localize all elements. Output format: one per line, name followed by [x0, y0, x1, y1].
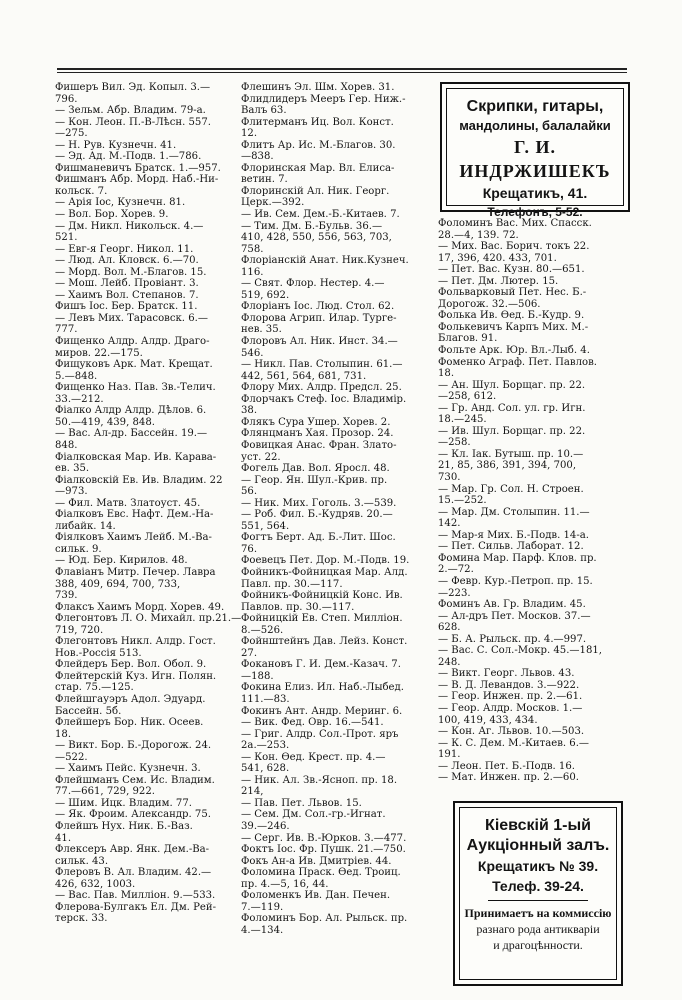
directory-entry-line: Флякъ Сура Ушер. Хорев. 2.: [241, 416, 391, 428]
directory-entry-line: — Геор. Ян. Шул.-Крив. пр.: [241, 474, 388, 486]
directory-entry-line: Фомина Мар. Парф. Клов. пр.: [438, 552, 597, 564]
directory-entry-line: 388, 409, 694, 700, 733,: [55, 578, 181, 590]
directory-entry-line: — Морд. Вол. М.-Благов. 15.: [55, 266, 207, 278]
directory-entry-line: Валъ 63.: [241, 105, 287, 117]
directory-entry-line: — Б. А. Рыльск. пр. 4.—997.: [438, 633, 587, 645]
directory-entry-line: Флегонтовъ Л. О. Михайл. пр.21.—: [55, 613, 242, 625]
top-rule-thin: [57, 72, 627, 73]
directory-entry-line: — Эд. Ад. М.-Подв. 1.—786.: [55, 151, 202, 163]
directory-entry-line: Фойницкій Ев. Степ. Милліон.: [241, 613, 403, 625]
directory-entry-line: 17, 396, 420. 433, 701.: [438, 252, 557, 264]
directory-entry-line: 18.: [55, 728, 72, 740]
directory-entry-line: Флоровъ Ал. Ник. Инст. 34.—: [241, 336, 398, 348]
directory-entry-line: 28.—4, 139. 72.: [438, 229, 519, 241]
directory-entry-line: 33.—212.: [55, 393, 104, 405]
directory-entry-line: — Евг-я Георг. Никол. 11.: [55, 243, 194, 255]
directory-entry-line: 719, 720.: [55, 624, 104, 636]
directory-entry-line: — Мош. Лейб. Провіант. 3.: [55, 278, 199, 290]
directory-entry-line: Флаксъ Хаимъ Морд. Хорев. 49.: [55, 601, 225, 613]
directory-entry-line: 27.: [241, 647, 258, 659]
top-rule: [57, 68, 627, 70]
directory-entry-line: Флорчакъ Стеф. Іос. Владимір.: [241, 393, 407, 405]
directory-entry-line: 41.: [55, 832, 72, 844]
directory-entry-line: — Григ. Алдр. Сол.-Прот. яръ: [241, 728, 399, 740]
directory-entry-line: пр. 4.—5, 16, 44.: [241, 878, 329, 890]
directory-entry-line: — Мар. Гр. Сол. Н. Строен.: [438, 483, 584, 495]
directory-entry-line: —188.: [241, 670, 274, 682]
directory-entry-line: — Юд. Бер. Кирилов. 48.: [55, 555, 188, 567]
directory-entry-line: — Мар-я Мих. Б.-Подв. 14-а.: [438, 529, 589, 541]
ad-auction-address: Крещатикъ № 39.: [477, 858, 599, 874]
directory-entry-line: — Пав. Пет. Львов. 15.: [241, 797, 362, 809]
directory-entry-line: Бассейн. 5б.: [55, 705, 122, 717]
directory-entry-line: 796.: [55, 93, 78, 105]
directory-entry-line: 12.: [241, 128, 258, 140]
directory-entry-line: Флегонтовъ Никл. Алдр. Гост.: [55, 636, 216, 648]
directory-entry-line: Флору Мих. Алдр. Предсл. 25.: [241, 382, 402, 394]
directory-entry-line: 111.—83.: [241, 693, 290, 705]
directory-entry-line: Фоломинъ Бор. Ал. Рыльск. пр.: [241, 913, 408, 925]
directory-entry-line: 628.: [438, 622, 461, 634]
directory-entry-line: Фіалковскій Ев. Ив. Владим. 22: [55, 474, 223, 486]
ad-violins-merchant: Г. И. ИНДРЖИШЕКЪ: [459, 137, 611, 181]
directory-entry-line: Фоломина Праск. Ѳед. Троиц.: [241, 867, 401, 879]
directory-entry-line: — Никл. Пав. Столыпин. 61.—: [241, 359, 403, 371]
ad-auction-phone: Телеф. 39-24.: [492, 878, 584, 894]
directory-entry-line: — Ан. Шул. Борщаг. пр. 22.: [438, 379, 586, 391]
directory-entry-line: Фишеръ Вил. Эд. Копыл. 3.—: [55, 82, 211, 93]
advertisement-auction: [453, 801, 623, 986]
directory-entry-line: 551, 564.: [241, 520, 290, 532]
directory-entry-line: Флоринскій Ал. Ник. Георг.: [241, 185, 390, 197]
directory-column-3-list: [438, 218, 602, 784]
directory-entry-line: миров. 22.—175.: [55, 347, 143, 359]
directory-entry-line: Павлов. пр. 30.—117.: [241, 601, 355, 613]
directory-entry-line: 18.: [438, 368, 455, 380]
directory-entry-line: —223.: [438, 587, 471, 599]
directory-entry-line: Фіялковъ Хаимъ Лейб. М.-Ва-: [55, 532, 212, 544]
directory-entry-line: — Роб. Фил. Б.-Кудряв. 20.—: [241, 509, 393, 521]
directory-entry-line: — Викт. Бор. Б.-Дорогож. 24.: [55, 740, 212, 752]
directory-entry-line: — Хаимъ Пейс. Кузнечн. 3.: [55, 763, 201, 775]
directory-entry-line: 21, 85, 386, 391, 394, 700,: [438, 460, 577, 472]
directory-entry-line: Фіалковъ Евс. Нафт. Дем.-На-: [55, 509, 214, 521]
directory-entry-line: 546.: [241, 347, 264, 359]
directory-entry-line: — Арія Іос, Кузнечн. 81.: [55, 197, 186, 209]
directory-entry-line: 214,: [241, 786, 264, 798]
directory-entry-line: 521.: [55, 232, 78, 244]
directory-entry-line: Фокинъ Ант. Андр. Меринг. 6.: [241, 705, 403, 717]
directory-entry-line: — Н. Рув. Кузнечн. 41.: [55, 139, 177, 151]
directory-entry-line: —258, 612.: [438, 391, 497, 403]
directory-entry-line: — Дм. Никл. Никольск. 4.—: [55, 220, 204, 232]
directory-entry-line: — Пет. Вас. Кузн. 80.—651.: [438, 264, 585, 276]
directory-entry-line: Флоріанъ Іос. Люд. Стол. 62.: [241, 301, 395, 313]
advertisement-auction-frame: [459, 807, 617, 980]
directory-entry-line: 116.: [241, 266, 264, 278]
directory-entry-line: Флоринская Мар. Вл. Елиса-: [241, 162, 395, 174]
directory-entry-line: —275.: [55, 128, 88, 140]
directory-entry-line: 541, 628.: [241, 763, 290, 775]
directory-entry-line: 4.—134.: [241, 924, 284, 936]
directory-entry-line: — Геор. Алдр. Москов. 1.—: [438, 702, 583, 714]
directory-entry-line: ветин. 7.: [241, 174, 288, 186]
directory-entry-line: 50.—419, 439, 848.: [55, 416, 155, 428]
directory-entry-line: Фоевецъ Пет. Дор. М.-Подв. 19.: [241, 555, 410, 567]
directory-entry-line: 2а.—253.: [241, 740, 290, 752]
directory-entry-line: Фокановъ Г. И. Дем.-Казач. 7.: [241, 659, 401, 671]
directory-entry-line: Фовицкая Анас. Фран. Злато-: [241, 439, 397, 451]
directory-entry-line: — Мат. Инжен. пр. 2.—60.: [438, 772, 579, 784]
ad-auction-line5: Принимаетъ на коммиссію: [464, 906, 612, 920]
directory-column-2: [241, 82, 431, 936]
directory-entry-line: — Ал-дръ Пет. Москов. 37.—: [438, 610, 591, 622]
ad-violins-phone: Телефонъ, 5-52.: [487, 205, 583, 219]
directory-entry-line: Флешинъ Эл. Шм. Хорев. 31.: [241, 82, 395, 93]
directory-entry-line: Флейшманъ Сем. Ис. Владим.: [55, 774, 215, 786]
directory-entry-line: Фоломенкъ Ив. Дан. Печен.: [241, 890, 391, 902]
directory-entry-line: 2.—72.: [438, 564, 474, 576]
directory-entry-line: — Мар. Дм. Столыпин. 11.—: [438, 506, 590, 518]
directory-entry-line: Фоломинъ Вас. Мих. Спасск.: [438, 218, 592, 229]
directory-entry-line: Фогель Дав. Вол. Яросл. 48.: [241, 463, 390, 475]
directory-entry-line: Фогтъ Берт. Ад. Б.-Лит. Шос.: [241, 532, 396, 544]
directory-entry-line: Фойникъ-Фойницкій Конс. Ив.: [241, 590, 403, 602]
directory-entry-line: Фишманъ Абр. Морд. Наб.-Ни-: [55, 174, 219, 186]
directory-entry-line: 15.—252.: [438, 495, 487, 507]
directory-entry-line: Благов. 91.: [438, 333, 498, 345]
directory-entry-line: Флеровъ В. Ал. Владим. 42.—: [55, 867, 212, 879]
directory-entry-line: — Вас. Пав. Милліон. 9.—533.: [55, 890, 216, 902]
directory-entry-line: — Пет. Дм. Лютер. 15.: [438, 275, 559, 287]
directory-column-1: [55, 82, 240, 925]
directory-entry-line: 39.—246.: [241, 821, 290, 832]
directory-entry-line: —258.: [438, 437, 471, 449]
directory-entry-line: —522.: [55, 751, 88, 763]
directory-entry-line: 76.: [241, 543, 258, 555]
directory-entry-line: 5.—848.: [55, 370, 98, 382]
directory-entry-line: — Викт. Георг. Львов. 43.: [438, 668, 575, 680]
directory-entry-line: — Вас. С. Сол.-Мокр. 45.—181,: [438, 645, 602, 657]
directory-entry-line: 38.: [241, 405, 258, 417]
directory-entry-line: — Левъ Мих. Тарасовск. 6.—: [55, 312, 208, 324]
directory-entry-line: ев. 35.: [55, 463, 90, 475]
directory-entry-line: Фіалко Алдр Алдр. Дѣлов. 6.: [55, 405, 207, 417]
directory-entry-line: Флейшъ Нух. Ник. Б.-Ваз.: [55, 821, 193, 832]
directory-entry-line: 730.: [438, 472, 461, 484]
directory-entry-line: Фищуковъ Арк. Мат. Крещат.: [55, 359, 213, 371]
directory-entry-line: Флоріанскій Анат. Ник.Кузнеч.: [241, 255, 409, 267]
directory-entry-line: — Гр. Анд. Сол. ул. гр. Игн.: [438, 402, 586, 414]
directory-entry-line: — К. С. Дем. М.-Китаев. 6.—: [438, 737, 590, 749]
directory-entry-line: 758.: [241, 243, 264, 255]
directory-entry-line: Флянцманъ Хая. Прозор. 24.: [241, 428, 394, 440]
advertisement-violins-frame: [446, 88, 624, 219]
directory-entry-line: Нов.-Россія 513.: [55, 647, 142, 659]
directory-entry-line: Фольварковый Пет. Нес. Б.-: [438, 287, 587, 299]
directory-entry-line: Дорогож. 32.—506.: [438, 298, 541, 310]
directory-entry-line: 100, 419, 433, 434.: [438, 714, 538, 726]
directory-entry-line: Фоктъ Іос. Фр. Пушк. 21.—750.: [241, 844, 406, 856]
directory-entry-line: 56.: [241, 486, 258, 498]
directory-entry-line: 777.: [55, 324, 78, 336]
directory-entry-line: 442, 561, 564, 681, 731.: [241, 370, 367, 382]
directory-entry-line: Фіалковская Мар. Ив. Карава-: [55, 451, 217, 463]
directory-entry-line: Фокина Елиз. Ил. Наб.-Лыбед.: [241, 682, 404, 694]
directory-entry-line: 248.: [438, 656, 461, 668]
directory-entry-line: сильк. 43.: [55, 855, 109, 867]
directory-entry-line: кольск. 7.: [55, 185, 108, 197]
directory-entry-line: 191.: [438, 749, 461, 761]
directory-entry-line: стар. 75.—125.: [55, 682, 134, 694]
directory-entry-line: 77.—661, 729, 922.: [55, 786, 155, 798]
directory-entry-line: — Вик. Фед. Овр. 16.—541.: [241, 717, 384, 729]
directory-entry-line: — Зельм. Абр. Владим. 79-а.: [55, 105, 206, 117]
directory-entry-line: Павл. пр. 30.—117.: [241, 578, 343, 590]
directory-entry-line: — В. Д. Левандов. 3.—922.: [438, 679, 580, 691]
directory-entry-line: — Кл. Іак. Бутыш. пр. 10.—: [438, 448, 584, 460]
directory-entry-line: — Свят. Флор. Нестер. 4.—: [241, 278, 385, 290]
directory-entry-line: Фокъ Ан-а Ив. Дмитріев. 44.: [241, 855, 392, 867]
directory-entry-line: — Кон. Аг. Львов. 10.—503.: [438, 726, 585, 738]
directory-entry-line: — Пет. Сильв. Лаборат. 12.: [438, 541, 584, 553]
directory-entry-line: 142.: [438, 518, 461, 530]
directory-entry-line: Фишъ Іос. Бер. Братск. 11.: [55, 301, 198, 313]
advertisement-violins: [440, 82, 630, 219]
ad-auction-line2: Аукціонный залъ.: [466, 837, 610, 854]
directory-entry-line: либайк. 14.: [55, 520, 116, 532]
directory-entry-line: — Ник. Ал. Зв.-Ясноп. пр. 18.: [241, 774, 398, 786]
ad-violins-address: Крещатикъ, 41.: [482, 185, 588, 201]
directory-entry-line: — Ив. Сем. Дем.-Б.-Китаев. 7.: [241, 209, 400, 221]
directory-entry-line: Церк.—392.: [241, 197, 305, 209]
directory-entry-line: Фищенко Алдр. Алдр. Драго-: [55, 336, 210, 348]
directory-entry-line: Фольте Арк. Юр. Вл.-Лыб. 4.: [438, 345, 590, 357]
directory-entry-line: Фойнштейнъ Дав. Лейз. Конст.: [241, 636, 408, 648]
directory-entry-line: — Кон. Леон. П.-В-Лѣсн. 557.: [55, 116, 211, 128]
directory-entry-line: — Февр. Кур.-Петроп. пр. 15.: [438, 575, 593, 587]
directory-entry-line: Флейшеръ Бор. Ник. Осеев.: [55, 717, 204, 729]
directory-entry-line: — Ник. Мих. Гоголь. 3.—539.: [241, 497, 397, 509]
ad-auction-line7: и драгоцѣнности.: [493, 938, 583, 952]
ad-auction-divider: [488, 900, 588, 901]
directory-entry-line: — Вол. Бор. Хорев. 9.: [55, 209, 169, 221]
directory-entry-line: Флейтерскій Куз. Игн. Полян.: [55, 670, 217, 682]
directory-entry-line: Флитъ Ар. Ис. М.-Благов. 30.: [241, 139, 396, 151]
directory-entry-line: нев. 35.: [241, 324, 282, 336]
directory-entry-line: — Фил. Матв. Златоуст. 45.: [55, 497, 201, 509]
directory-entry-line: уст. 22.: [241, 451, 281, 463]
directory-entry-line: Флорова Агрип. Илар. Турге-: [241, 312, 397, 324]
directory-entry-line: Флидлидеръ Мееръ Гер. Ниж.-: [241, 93, 406, 105]
directory-entry-line: — Тим. Дм. Б.-Бульв. 36.—: [241, 220, 383, 232]
directory-entry-line: — Леон. Пет. Б.-Подв. 16.: [438, 760, 575, 772]
directory-entry-line: — Вас. Ал-др. Бассейн. 19.—: [55, 428, 208, 440]
directory-entry-line: Флитерманъ Иц. Вол. Конст.: [241, 116, 394, 128]
ad-auction-line6: разнаго рода антикваріи: [476, 922, 600, 936]
directory-entry-line: Фишманевичъ Братск. 1.—957.: [55, 162, 221, 174]
directory-entry-line: Фоменко Аграф. Пет. Павлов.: [438, 356, 597, 368]
directory-entry-line: Фолька Ив. Ѳед. Б.-Кудр. 9.: [438, 310, 585, 322]
directory-entry-line: 848.: [55, 439, 78, 451]
directory-entry-line: — Мих. Вас. Борич. токъ 22.: [438, 241, 590, 253]
directory-entry-line: 7.—119.: [241, 901, 284, 913]
directory-entry-line: сильк. 9.: [55, 543, 102, 555]
directory-entry-line: —838.: [241, 151, 274, 163]
ad-auction-line1: Кіевскій 1-ый: [485, 817, 591, 834]
directory-entry-line: Фойникъ-Фойницкая Мар. Алд.: [241, 566, 408, 578]
directory-entry-line: 8.—526.: [241, 624, 284, 636]
directory-entry-line: — Як. Фроим. Александр. 75.: [55, 809, 211, 821]
directory-entry-line: Фолькевичъ Карпъ Мих. М.-: [438, 321, 589, 333]
directory-entry-line: Флавіанъ Митр. Печер. Лавра: [55, 566, 216, 578]
ad-violins-line1: Скрипки, гитары,: [466, 98, 604, 115]
directory-entry-line: — Шим. Ицк. Владим. 77.: [55, 797, 192, 809]
directory-entry-line: терск. 33.: [55, 913, 108, 925]
directory-entry-line: — Сем. Дм. Сол.-гр.-Игнат.: [241, 809, 386, 821]
directory-entry-line: — Серг. Ив. В.-Юрков. 3.—477.: [241, 832, 407, 844]
directory-entry-line: Фоминъ Ав. Гр. Владим. 45.: [438, 599, 586, 611]
directory-entry-line: — Геор. Инжен. пр. 2.—61.: [438, 691, 583, 703]
directory-entry-line: Флейшгауэръ Адол. Эдуард.: [55, 693, 206, 705]
directory-entry-line: Флерова-Булгакъ Ел. Дм. Рей-: [55, 901, 217, 913]
directory-entry-line: Фищенко Наз. Пав. Зв.-Телич.: [55, 382, 216, 394]
directory-entry-line: Флексеръ Авр. Янк. Дем.-Ва-: [55, 844, 210, 856]
directory-entry-line: 519, 692.: [241, 289, 290, 301]
directory-entry-line: 426, 632, 1003.: [55, 878, 136, 890]
ad-violins-line2: мандолины, балалайки: [459, 118, 611, 133]
directory-entry-line: 410, 428, 550, 556, 563, 703,: [241, 232, 392, 244]
directory-entry-line: Флейдеръ Бер. Вол. Обол. 9.: [55, 659, 207, 671]
directory-entry-line: — Кон. Ѳед. Крест. пр. 4.—: [241, 751, 386, 763]
directory-entry-line: 739.: [55, 590, 78, 602]
directory-entry-line: — Хаимъ Вол. Степанов. 7.: [55, 289, 199, 301]
directory-entry-line: — Ив. Шул. Борщаг. пр. 22.: [438, 425, 586, 437]
directory-entry-line: 18.—245.: [438, 414, 487, 426]
directory-entry-line: —973.: [55, 486, 88, 498]
directory-entry-line: — Люд. Ал. Кловск. 6.—70.: [55, 255, 199, 267]
